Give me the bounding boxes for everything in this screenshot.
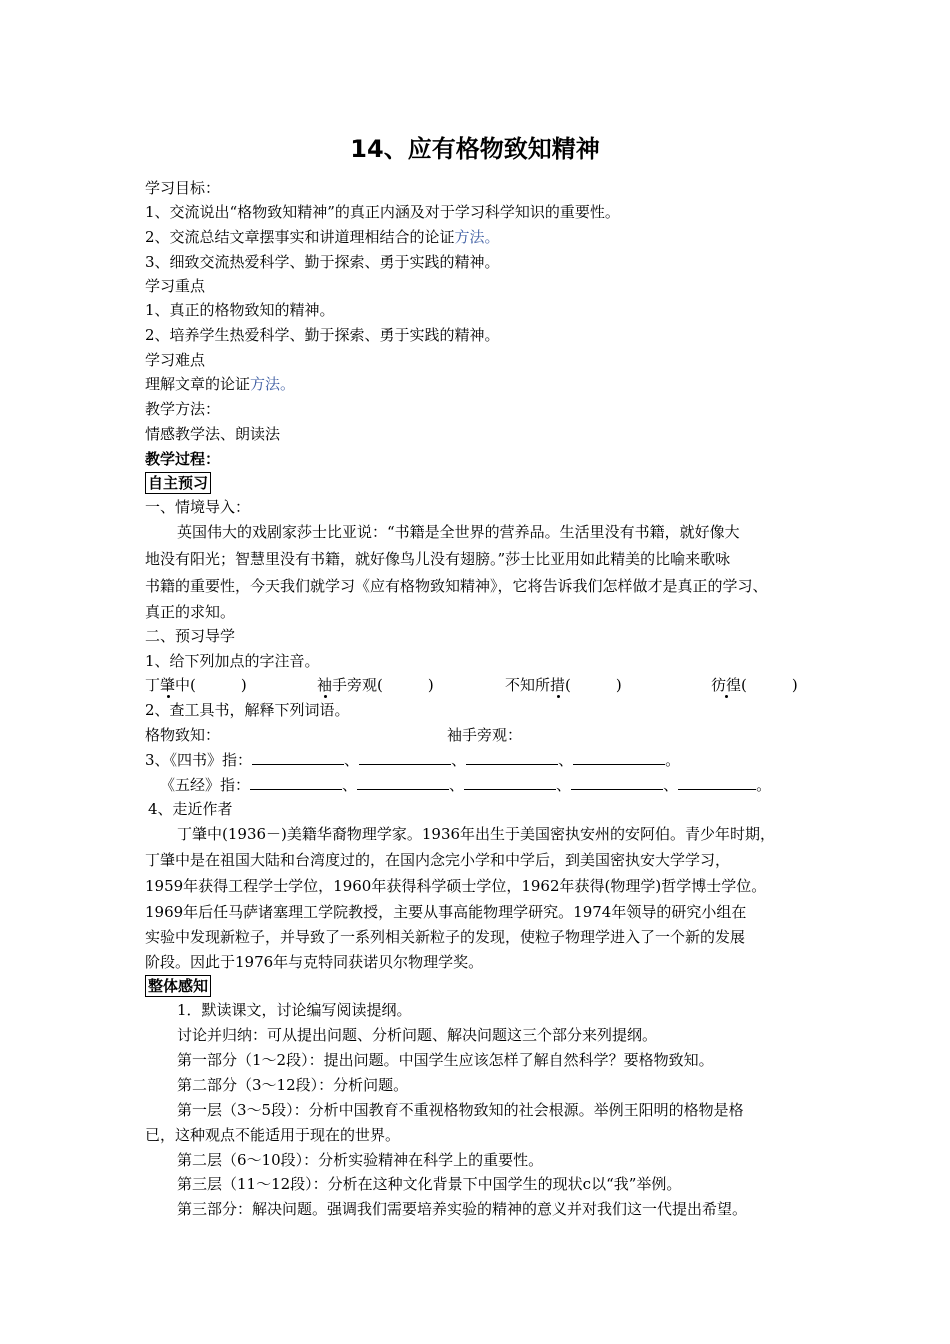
separator: 、 (556, 776, 572, 794)
four-books-row (145, 748, 815, 772)
separator: 、 (344, 751, 360, 769)
outline-line: 第一部分（1～2段）：提出问题。中国学生应该怎样了解自然科学？要格物致知。 (177, 1051, 714, 1069)
key-point-item: 1、真正的格物致知的精神。 (145, 301, 335, 319)
teaching-method-text: 情感教学法、朗读法 (145, 425, 281, 443)
answer-blank[interactable] (466, 750, 558, 765)
pinyin-pre: 丁 (145, 676, 161, 694)
pinyin-post: ( ) (565, 676, 622, 694)
period: 。 (665, 751, 681, 769)
five-classics-row (160, 773, 830, 797)
preview-section (145, 471, 815, 495)
answer-blank[interactable] (573, 750, 665, 765)
process-heading: 教学过程： (145, 450, 221, 468)
objective-item: 1、交流说出“格物致知精神”的真正内涵及对于学习科学知识的重要性。 (145, 203, 620, 221)
page-title: 14、应有格物致知精神 (350, 135, 600, 163)
pinyin-row (145, 673, 815, 697)
intro-heading: 一、情境导入： (145, 498, 251, 516)
dotted-char: 肇 (160, 676, 176, 694)
separator: 、 (449, 776, 465, 794)
key-point-item: 2、培养学生热爱科学、勤于探索、勇于实践的精神。 (145, 326, 500, 344)
difficulty-label: 理解文章的论证 (145, 375, 251, 393)
intro-line: 地没有阳光；智慧里没有书籍，就好像鸟儿没有翅膀。”莎士比亚用如此精美的比喻来歌咏 (145, 550, 731, 568)
answer-blank[interactable] (678, 775, 756, 790)
answer-blank[interactable] (464, 775, 556, 790)
difficulty-heading: 学习难点 (145, 351, 206, 369)
method-word: 方法。 (454, 228, 500, 246)
separator: 、 (558, 751, 574, 769)
outline-line: 第二部分（3～12段）：分析问题。 (177, 1076, 409, 1094)
pinyin-heading: 1、给下列加点的字注音。 (145, 652, 320, 670)
answer-blank[interactable] (357, 775, 449, 790)
books-label: 3、《四书》指： (145, 751, 253, 769)
pinyin-item (711, 673, 798, 697)
dict-item: 格物致知： (145, 726, 221, 744)
outline-line: 已，这种观点不能适用于现在的世界。 (145, 1126, 401, 1144)
pinyin-post: 中( ) (175, 676, 247, 694)
author-line: 丁肇中(1936－)美籍华裔物理学家。1936年出生于美国密执安州的安阿伯。青少年时期， (177, 825, 776, 843)
outline-line: 1．默读课文，讨论编写阅读提纲。 (177, 1001, 412, 1019)
key-points-heading: 学习重点 (145, 277, 206, 295)
outline-line: 讨论并归纳：可从提出问题、分析问题、解决问题这三个部分来列提纲。 (177, 1026, 658, 1044)
pinyin-pre: 不知所 (505, 676, 551, 694)
objective-item: 3、细致交流热爱科学、勤于探索、勇于实践的精神。 (145, 253, 500, 271)
separator: 、 (663, 776, 679, 794)
method-word: 方法。 (250, 375, 296, 393)
author-line: 阶段。因此于1976年与克特同获诺贝尔物理学奖。 (145, 953, 484, 971)
period: 。 (756, 776, 772, 794)
separator: 、 (451, 751, 467, 769)
classics-label: 《五经》指： (160, 776, 251, 794)
dotted-char: 措 (550, 676, 566, 694)
pinyin-post: ( ) (741, 676, 798, 694)
outline-line: 第一层（3～5段）：分析中国教育不重视格物致知的社会根源。举例王阳明的格物是格 (177, 1101, 744, 1119)
outline-line: 第三层（11～12段）：分析在这种文化背景下中国学生的现状c以“我”举例。 (177, 1175, 682, 1193)
pinyin-item (145, 673, 247, 697)
pinyin-post: 手旁观( ) (332, 676, 434, 694)
teaching-method-heading: 教学方法： (145, 400, 221, 418)
answer-blank[interactable] (252, 750, 344, 765)
author-heading: 4、走近作者 (148, 800, 233, 818)
objective-text: 2、交流总结文章摆事实和讲道理相结合的论证 (145, 228, 455, 246)
author-line: 丁肇中是在祖国大陆和台湾度过的，在国内念完小学和中学后，到美国密执安大学学习， (145, 851, 731, 869)
outline-line: 第二层（6～10段）：分析实验精神在科学上的重要性。 (177, 1151, 544, 1169)
dict-row (145, 723, 815, 747)
intro-line: 真正的求知。 (145, 603, 236, 621)
overall-box-label: 整体感知 (145, 975, 211, 997)
guide-heading: 二、预习导学 (145, 627, 236, 645)
answer-blank[interactable] (571, 775, 663, 790)
dict-heading: 2、查工具书，解释下列词语。 (145, 701, 350, 719)
overall-section (145, 974, 815, 998)
pinyin-item (505, 673, 622, 697)
objective-item (145, 225, 815, 249)
author-line: 1959年获得工程学士学位，1960年获得科学硕士学位，1962年获得(物理学)哲学博士学位。 (145, 877, 767, 895)
outline-line: 第三部分：解决问题。强调我们需要培养实验的精神的意义并对我们这一代提出希望。 (177, 1200, 748, 1218)
author-line: 实验中发现新粒子，并导致了一系列相关新粒子的发现，使粒子物理学进入了一个新的发展 (145, 928, 746, 946)
objectives-heading: 学习目标： (145, 179, 221, 197)
difficulty-text (145, 372, 815, 396)
answer-blank[interactable] (359, 750, 451, 765)
separator: 、 (342, 776, 358, 794)
preview-box-label: 自主预习 (145, 472, 211, 494)
intro-line: 书籍的重要性，今天我们就学习《应有格物致知精神》，它将告诉我们怎样做才是真正的学习、 (145, 577, 768, 595)
dotted-char: 袖 (317, 676, 333, 694)
intro-line: 英国伟大的戏剧家莎士比亚说：“书籍是全世界的营养品。生活里没有书籍，就好像大 (177, 523, 740, 541)
dict-item: 袖手旁观： (447, 726, 523, 744)
dotted-char: 彷徨 (711, 676, 742, 694)
author-line: 1969年后任马萨诸塞理工学院教授，主要从事高能物理学研究。1974年领导的研究小组在 (145, 903, 747, 921)
pinyin-item (317, 673, 434, 697)
answer-blank[interactable] (250, 775, 342, 790)
